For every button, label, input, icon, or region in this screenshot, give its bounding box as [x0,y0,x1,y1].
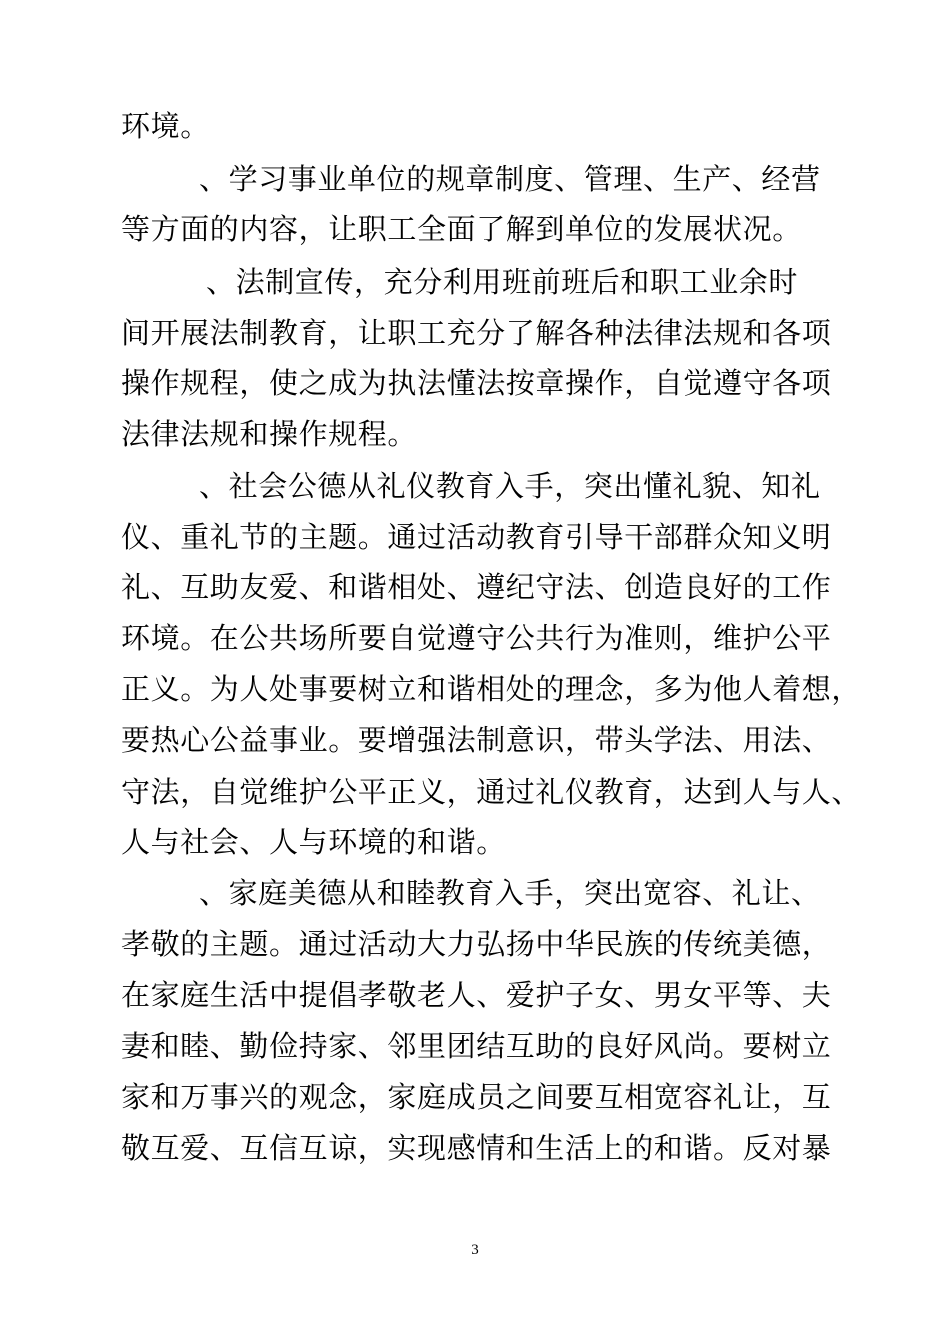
text-line: 、家庭美德从和睦教育入手，突出宽容、礼让、 [199,876,821,910]
text-line: 守法，自觉维护公平正义，通过礼仪教育，达到人与人、 [121,775,862,809]
text-line: 妻和睦、勤俭持家、邻里团结互助的良好风尚。要树立 [121,1029,832,1063]
text-line: 操作规程，使之成为执法懂法按章操作，自觉遵守各项 [121,366,832,400]
text-line: 在家庭生活中提倡孝敬老人、爱护子女、男女平等、夫 [121,978,832,1012]
text-line: 、社会公德从礼仪教育入手，突出懂礼貌、知礼 [199,469,821,503]
text-line: 孝敬的主题。通过活动大力弘扬中华民族的传统美德， [121,927,832,961]
text-line: 环境。在公共场所要自觉遵守公共行为准则，维护公平 [121,621,832,655]
text-line: 人与社会、人与环境的和谐。 [121,825,506,859]
text-line: 礼、互助友爱、和谐相处、遵纪守法、创造良好的工作 [121,570,832,604]
page-number: 3 [471,1242,479,1258]
text-line: 环境。 [121,109,210,143]
text-line: 敬互爱、互信互谅，实现感情和生活上的和谐。反对暴 [121,1131,832,1165]
text-line: 、学习事业单位的规章制度、管理、生产、经营 [199,162,821,196]
text-line: 仪、重礼节的主题。通过活动教育引导干部群众知义明 [121,520,832,554]
text-line: 要热心公益事业。要增强法制意识，带头学法、用法、 [121,723,832,757]
text-line: 间开展法制教育，让职工充分了解各种法律法规和各项 [121,316,832,350]
text-line: 法律法规和操作规程。 [121,417,418,451]
text-line: 家和万事兴的观念，家庭成员之间要互相宽容礼让，互 [121,1080,832,1114]
text-line: 、法制宣传，充分利用班前班后和职工业余时 [206,265,799,299]
text-line: 正义。为人处事要树立和谐相处的理念，多为他人着想， [121,672,862,706]
text-line: 等方面的内容，让职工全面了解到单位的发展状况。 [121,212,802,246]
